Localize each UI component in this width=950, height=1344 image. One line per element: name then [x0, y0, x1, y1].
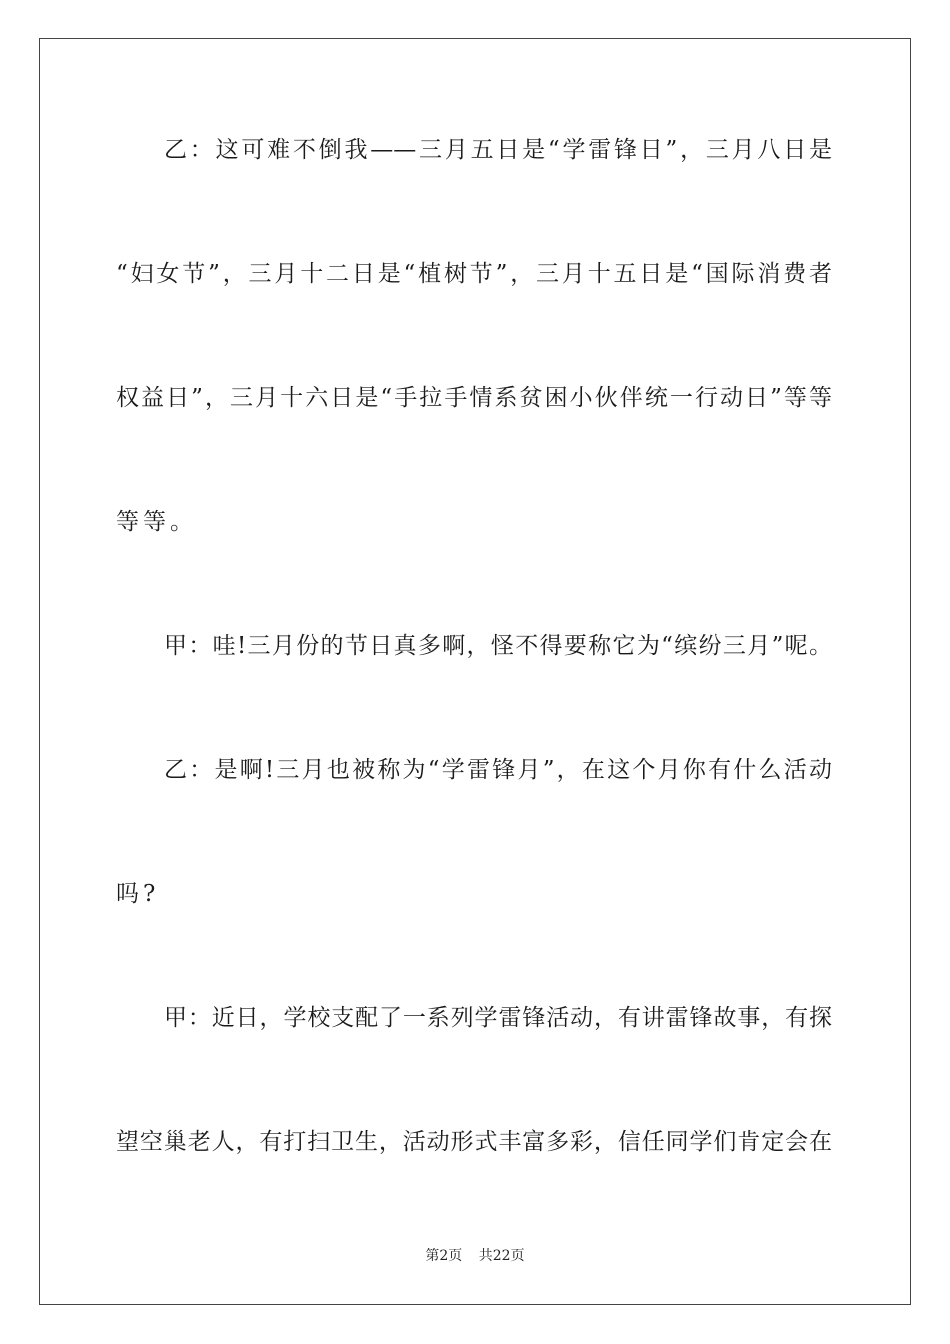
text-line: 吗?: [116, 881, 160, 907]
text-line: 望空巢老人，有打扫卫生，活动形式丰富多彩，信任同学们肯定会在: [116, 1129, 832, 1155]
text-line: 甲：哇!三月份的节日真多啊，怪不得要称它为“缤纷三月”呢。: [164, 633, 832, 659]
page-total: 共22页: [478, 1248, 525, 1264]
text-line: 乙：这可难不倒我——三月五日是“学雷锋日”，三月八日是: [164, 137, 832, 163]
page-number: 第2页: [425, 1248, 463, 1264]
page-footer: [0, 1246, 950, 1266]
text-line: 乙：是啊!三月也被称为“学雷锋月”，在这个月你有什么活动: [164, 757, 832, 783]
text-line: 等等。: [116, 509, 197, 535]
text-line: “妇女节”，三月十二日是“植树节”，三月十五日是“国际消费者: [116, 261, 832, 287]
text-line: 权益日”，三月十六日是“手拉手情系贫困小伙伴统一行动日”等等: [116, 385, 832, 411]
page-border: [39, 38, 911, 1305]
text-line: 甲：近日，学校支配了一系列学雷锋活动，有讲雷锋故事，有探: [164, 1005, 832, 1031]
